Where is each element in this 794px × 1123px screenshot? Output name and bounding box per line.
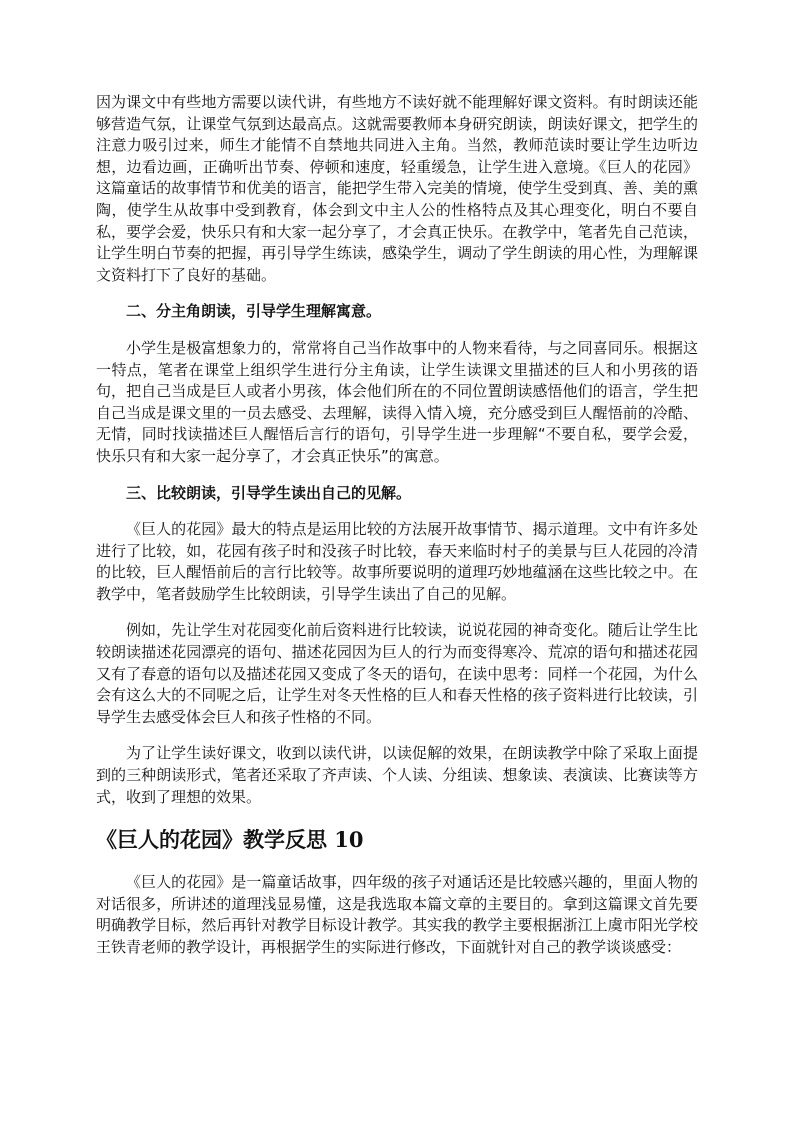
paragraph-reading-methods: 为了让学生读好课文，收到以读代讲，以读促解的效果，在朗读教学中除了采取上面提到的三种朗读形式，笔者还采取了齐声读、个人读、分组读、想象读、表演读、比赛读等方式，收到了理想的效果。 <box>96 744 698 806</box>
paragraph-reflection-intro: 《巨人的花园》是一篇童话故事，四年级的孩子对通话还是比较感兴趣的，里面人物的对话很多，所讲述的道理浅显易懂，这是我选取本篇文章的主要目的。拿到这篇课文首先要明确教学目标，然后再针对教学目标设计教学。其实我的教学主要根据浙江上虞市阳光学校王铁青老师的教学设计，再根据学生的实际进行修改，下面就针对自己的教学谈谈感受： <box>96 873 698 956</box>
paragraph-reading-aloud: 因为课文中有些地方需要以读代讲，有些地方不读好就不能理解好课文资料。有时朗读还能够营造气氛，让课堂气氛到达最高点。这就需要教师本身研究朗读，朗读好课文，把学生的注意力吸引过来，师生才能情不自禁地共同进入主角。当然，教师范读时要让学生边听边想，边看边画，正确听出节奏、停顿和速度，轻重缓急，让学生进入意境。《巨人的花园》这篇童话的故事情节和优美的语言，能把学生带入完美的情境，使学生受到真、善、美的熏陶，使学生从故事中受到教育，体会到文中主人公的性格特点及其心理变化，明白不要自私，要学会爱，快乐只有和大家一起分享了，才会真正快乐。在教学中，笔者先自己范读，让学生明白节奏的把握，再引导学生练读，感染学生，调动了学生朗读的用心性，为理解课文资料打下了良好的基础。 <box>96 93 698 284</box>
document-page <box>96 92 698 959</box>
paragraph-comparison-example: 例如，先让学生对花园变化前后资料进行比较读，说说花园的神奇变化。随后让学生比较朗读描述花园漂亮的语句、描述花园因为巨人的行为而变得寒冷、荒凉的语句和描述花园又有了春意的语句以及描述花园又变成了冬天的语句，在读中思考：同样一个花园，为什么会有这么大的不同呢之后，让学生对冬天性格的巨人和春天性格的孩子资料进行比较读，引导学生去感受体会巨人和孩子性格的不同。 <box>96 621 698 726</box>
paragraph-comparison-features: 《巨人的花园》最大的特点是运用比较的方法展开故事情节、揭示道理。文中有许多处进行了比较，如，花园有孩子时和没孩子时比较，春天来临时村子的美景与巨人花园的冷清的比较，巨人醒悟前后的言行比较等。故事所要说明的道理巧妙地蕴涵在这些比较之中。在教学中，笔者鼓励学生比较朗读，引导学生读出了自己的见解。 <box>96 520 698 603</box>
document-title: 《巨人的花园》教学反思 10 <box>96 827 364 853</box>
paragraph-role-reading: 小学生是极富想象力的，常常将自己当作故事中的人物来看待，与之同喜同乐。根据这一特点，笔者在课堂上组织学生进行分主角读，让学生读课文里描述的巨人和小男孩的语句，把自己当成是巨人或者小男孩，体会他们所在的不同位置朗读感悟他们的语言，学生把自己当成是课文里的一员去感受、去理解，读得入情入境，充分感受到巨人醒悟前的冷酷、无情，同时找读描述巨人醒悟后言行的语句，引导学生进一步理解“不要自私，要学会爱，快乐只有和大家一起分享了，才会真正快乐”的寓意。 <box>96 338 698 465</box>
section-heading-role-reading: 二、分主角朗读，引导学生理解寓意。 <box>126 302 382 321</box>
section-heading-comparative-reading: 三、比较朗读，引导学生读出自己的见解。 <box>126 483 412 502</box>
